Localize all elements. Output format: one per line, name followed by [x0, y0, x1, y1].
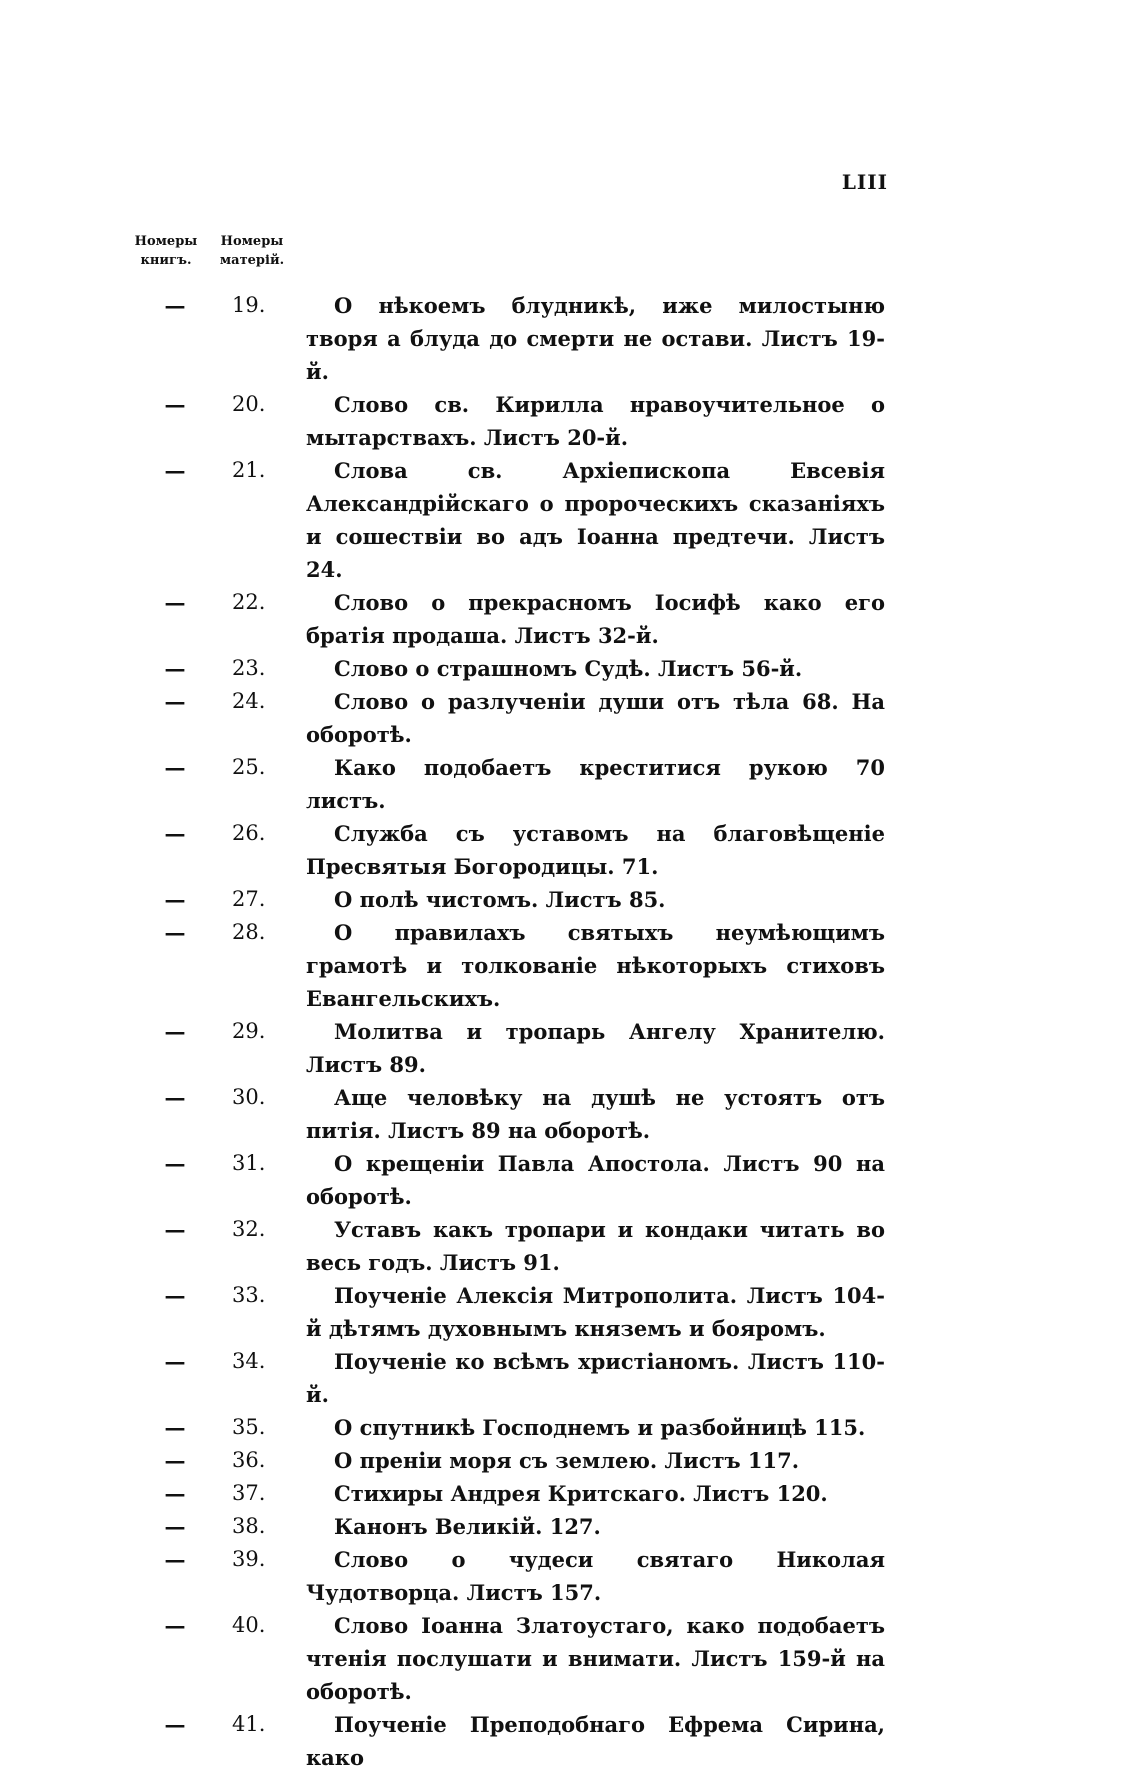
entry-text: Стихиры Андрея Критскаго. Листъ 120.: [334, 1481, 828, 1506]
entry-dash: —: [164, 293, 186, 318]
page-number: LIII: [841, 170, 888, 194]
entry-dash: —: [164, 1712, 186, 1737]
list-item: [150, 289, 885, 388]
entry-text: О нѣкоемъ блудникѣ, иже милостыню творя а блуда до смерти не остави. Листъ 19-й.: [306, 293, 885, 384]
entry-text: Слова св. Архіепископа Евсевія Александрійскаго о пророческихъ сказаніяхъ и сошествіи во адъ Іоанна предтечи. Листъ 24.: [306, 458, 885, 582]
entry-dash: —: [164, 656, 186, 681]
list-item: [150, 1213, 885, 1279]
entry-number: 33.: [232, 1283, 266, 1307]
list-item: [150, 1510, 885, 1543]
list-item: [150, 883, 885, 916]
list-item: [150, 1345, 885, 1411]
header-materials-line2: матерій.: [219, 253, 285, 268]
entry-number: 20.: [232, 392, 266, 416]
list-item: [150, 817, 885, 883]
entry-number: 35.: [232, 1415, 266, 1439]
entry-number: 38.: [232, 1514, 266, 1538]
entry-number: 28.: [232, 920, 266, 944]
entry-number: 32.: [232, 1217, 266, 1241]
entry-text: Слово св. Кирилла нравоучительное о мытарствахъ. Листъ 20-й.: [306, 392, 885, 450]
entry-dash: —: [164, 1217, 186, 1242]
entry-dash: —: [164, 1415, 186, 1440]
list-item: [150, 916, 885, 1015]
header-materials-line1: Номеры: [220, 234, 284, 249]
entry-number: 31.: [232, 1151, 266, 1175]
entry-text: Слово о прекрасномъ Іосифѣ како его братія продаша. Листъ 32-й.: [306, 590, 885, 648]
list-item: [150, 751, 885, 817]
list-item: [150, 1543, 885, 1609]
entry-number: 25.: [232, 755, 266, 779]
entry-number: 30.: [232, 1085, 266, 1109]
entry-number: 22.: [232, 590, 266, 614]
entry-text: Служба съ уставомъ на благовѣщеніе Пресвятыя Богородицы. 71.: [306, 821, 885, 879]
entry-number: 24.: [232, 689, 266, 713]
entry-number: 19.: [232, 293, 266, 317]
list-item: [150, 1015, 885, 1081]
entry-text: Слово о страшномъ Судѣ. Листъ 56-й.: [334, 656, 803, 681]
entry-number: 23.: [232, 656, 266, 680]
header-books-line2: книгъ.: [140, 253, 192, 268]
entry-dash: —: [164, 1448, 186, 1473]
entry-dash: —: [164, 1481, 186, 1506]
list-item: [150, 388, 885, 454]
entry-dash: —: [164, 920, 186, 945]
entry-dash: —: [164, 392, 186, 417]
entry-dash: —: [164, 1349, 186, 1374]
entry-text: О крещеніи Павла Апостола. Листъ 90 на оборотѣ.: [306, 1151, 885, 1209]
entry-dash: —: [164, 1019, 186, 1044]
entry-dash: —: [164, 755, 186, 780]
entry-text: Поученіе Преподобнаго Ефрема Сирина, како: [306, 1712, 885, 1770]
entry-dash: —: [164, 1547, 186, 1572]
entry-dash: —: [164, 1613, 186, 1638]
entry-dash: —: [164, 1514, 186, 1539]
entry-text: Поученіе Алексія Митрополита. Листъ 104-й дѣтямъ духовнымъ княземъ и бояромъ.: [306, 1283, 885, 1341]
entry-dash: —: [164, 689, 186, 714]
entry-dash: —: [164, 1085, 186, 1110]
entry-text: Аще человѣку на душѣ не устоятъ отъ питія. Листъ 89 на оборотѣ.: [306, 1085, 885, 1143]
entry-text: О преніи моря съ землею. Листъ 117.: [334, 1448, 800, 1473]
entry-text: Молитва и тропарь Ангелу Хранителю. Листъ 89.: [306, 1019, 885, 1077]
header-materials: [212, 232, 292, 270]
list-item: [150, 1444, 885, 1477]
column-headers: [126, 232, 306, 272]
entry-number: 34.: [232, 1349, 266, 1373]
entry-dash: —: [164, 458, 186, 483]
list-item: [150, 685, 885, 751]
list-item: [150, 1279, 885, 1345]
entry-dash: —: [164, 590, 186, 615]
entry-text: Слово Іоанна Златоустаго, како подобаетъ чтенія послушати и внимати. Листъ 159-й на оборотѣ.: [306, 1613, 885, 1704]
entry-dash: —: [164, 821, 186, 846]
list-item: [150, 1708, 885, 1774]
list-item: [150, 1609, 885, 1708]
entry-number: 29.: [232, 1019, 266, 1043]
entry-number: 40.: [232, 1613, 266, 1637]
entry-text: Слово о разлученіи души отъ тѣла 68. На оборотѣ.: [306, 689, 885, 747]
list-item: [150, 1477, 885, 1510]
list-item: [150, 652, 885, 685]
entry-text: Како подобаетъ креститися рукою 70 листъ.: [306, 755, 885, 813]
entry-number: 27.: [232, 887, 266, 911]
entry-number: 37.: [232, 1481, 266, 1505]
entry-text: О полѣ чистомъ. Листъ 85.: [334, 887, 666, 912]
list-item: [150, 454, 885, 586]
list-item: [150, 1081, 885, 1147]
entries-list: [150, 289, 885, 1774]
entry-text: Поученіе ко всѣмъ христіаномъ. Листъ 110-й.: [306, 1349, 885, 1407]
entry-dash: —: [164, 887, 186, 912]
entry-text: Уставъ какъ тропари и кондаки читать во весь годъ. Листъ 91.: [306, 1217, 885, 1275]
list-item: [150, 1411, 885, 1444]
entry-text: О спутникѣ Господнемъ и разбойницѣ 115.: [334, 1415, 866, 1440]
entry-number: 26.: [232, 821, 266, 845]
entry-number: 21.: [232, 458, 266, 482]
entry-number: 41.: [232, 1712, 266, 1736]
header-books: [126, 232, 206, 270]
entry-dash: —: [164, 1283, 186, 1308]
entry-number: 36.: [232, 1448, 266, 1472]
list-item: [150, 586, 885, 652]
entry-number: 39.: [232, 1547, 266, 1571]
header-books-line1: Номеры: [134, 234, 198, 249]
entry-text: Канонъ Великій. 127.: [334, 1514, 601, 1539]
entry-dash: —: [164, 1151, 186, 1176]
entry-text: Слово о чудеси святаго Николая Чудотворца. Листъ 157.: [306, 1547, 885, 1605]
list-item: [150, 1147, 885, 1213]
entry-text: О правилахъ святыхъ неумѣющимъ грамотѣ и толкованіе нѣкоторыхъ стиховъ Евангельскихъ.: [306, 920, 885, 1011]
